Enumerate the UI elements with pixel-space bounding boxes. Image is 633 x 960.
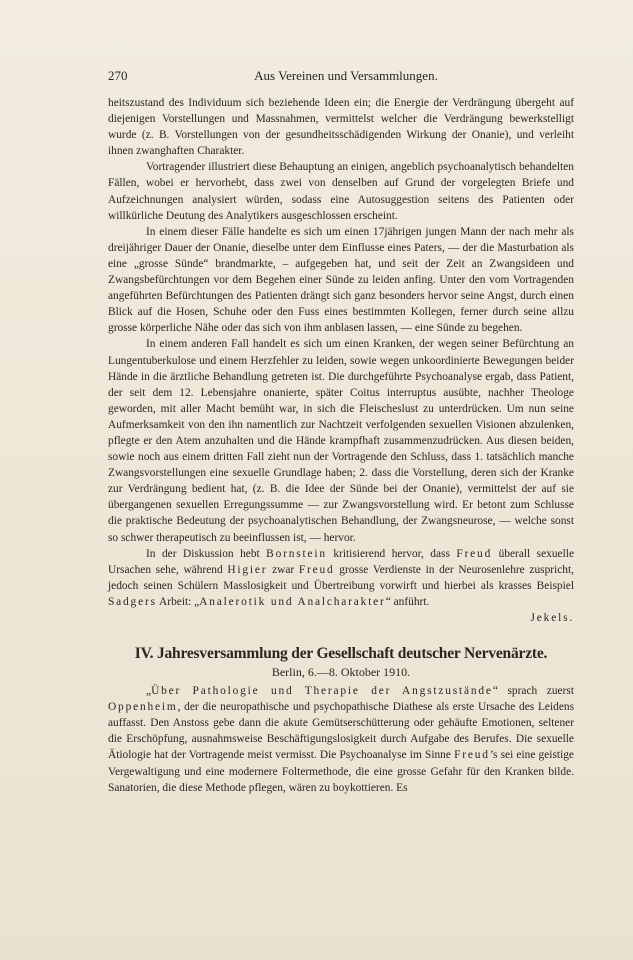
paragraph-continued: heitszustand des Individuum sich beziehende Ideen ein; die Energie der Verdrängung übergeht auf diejenigen Vorstellungen und Massnahmen, vermittelst welcher die Verdrängung bewerkstelligt wurde (z. B. Vorstellungen von der gesundheitsschädigenden Wirkung der Onanie), und verleiht ihnen zwanghaften Charakter. — [108, 97, 574, 158]
work-title: Analerotik und Analcharakter — [199, 595, 386, 608]
main-text — [108, 95, 574, 796]
person-name: Bornstein — [266, 547, 327, 560]
quote-mark: „ — [146, 685, 152, 698]
person-name: Higier — [227, 563, 268, 576]
paragraph-case-one: In einem dieser Fälle handelte es sich um einen 17jährigen jungen Mann der nach mehr als dreijähriger Dauer der Onanie, dieselbe unter dem Einflusse eines Paters, — der die Masturbation als eine „grosse Sünde“ brandmarkte, – aufgegeben hat, und seit der Zeit an Zwangsideen und Zwangsbefürchtungen vor dem Begehen einer Sünde zu leiden anfing. Unter den vom Vortragenden angeführten Befürchtungen des Patienten drängt sich ganz besonders hervor seine Angst, durch einen Blick auf die Hosen, Schuhe oder den Fuss eines bestimmten Kollegen, ferner durch seine allzu grosse körperliche Nähe oder das sich von ihm anblasen lassen, — eine Sünde zu begehen. — [108, 225, 574, 335]
discussion-text: überall sexuelle Ursachen sehe, während — [108, 547, 574, 576]
discussion-text: kritisierend hervor, dass — [326, 547, 457, 560]
discussion-text: grosse Verdienste in der Neurosenlehre zuspricht, jedoch seinen Schülern Masslosigkeit und Übertreibung vorwirft und hierbei als krasses Beispiel — [108, 563, 575, 592]
paragraph-discussion — [108, 546, 574, 610]
signature-line — [108, 610, 574, 626]
discussion-text: “ anführt. — [385, 595, 430, 608]
report-text: ’s sei eine geistige Vergewaltigung und eine modernere Foltermethode, die eine grosse Gefahr für den Kranken bilde. Sanatorien, die diese Methode pflegen, wären zu boykottieren. Es — [108, 749, 574, 794]
person-name: Oppenheim — [108, 701, 178, 714]
person-name: Sadgers — [108, 595, 157, 608]
paragraph-section-report — [108, 683, 574, 796]
section-heading: IV. Jahresversammlung der Gesellschaft deutscher Nervenärzte. — [134, 645, 548, 663]
paragraph-lecturer-illustration: Vortragender illustriert diese Behauptung an einigen, angeblich psychoanalytisch behandelten Fällen, wobei er hervorhebt, dass zwei von denselben auf Grund der vorgelegten Briefe und Aufzeichnungen analysiert würden, sodass eine Autosuggestion seitens des Patienten oder willkürliche Deutung des Analytikers ausgeschlossen erscheint. — [108, 161, 574, 222]
page-number: 270 — [108, 68, 128, 83]
page-header — [108, 68, 574, 84]
running-title: Aus Vereinen und Versammlungen. — [254, 68, 438, 83]
report-text: , der die neuropathische und psychopathische Diathese als erste Ursache des Leidens auffasst. Den Anstoss gebe dann die akute Gemütserschütterung oder gehäufte Emotionen, seltener die Erschöpfung, ausnahmsweise Beschäftigungslosigkeit durch Aufgabe des Berufes. Die sexuelle Ätiologie hat der Vortragende meist vermisst. Die Psychoanalyse im Sinne — [108, 701, 574, 762]
person-name: Freud — [298, 563, 335, 576]
lecture-title: Über Pathologie und Therapie der Angstzustände — [151, 685, 493, 698]
person-name: Freud — [454, 749, 490, 762]
discussion-text: zwar — [267, 563, 299, 576]
discussion-text: Arbeit: „ — [156, 595, 200, 608]
report-text: “ sprach zuerst — [492, 685, 574, 698]
author-signature: Jekels. — [530, 612, 574, 624]
section-subheading: Berlin, 6.—8. Oktober 1910. — [271, 665, 411, 680]
person-name: Freud — [456, 547, 493, 560]
discussion-text: In der Diskussion hebt — [146, 547, 267, 560]
paragraph-case-two: In einem anderen Fall handelt es sich um einen Kranken, der wegen seiner Befürchtung an Lungentuberkulose und einem Herzfehler zu leiden, sowie wegen unkoordinierte Bewegungen beider Hände in die ärztliche Behandlung getreten ist. Die durchgeführte Psychoanalyse ergab, dass Patient, der seit dem 12. Lebensjahre onanierte, später Coitus interruptus ausübte, nachher Theologe geworden, mit aller Macht bemüht war, in sich die Fleischeslust zu unterdrücken. Um nun seine Aufmerksamkeit von den ihn namentlich zur Nachtzeit verfolgenden sexuellen Visionen abzulenken, pflegte er den Atem anzuhalten und die Hände krampfhaft zusammenzudrücken. Aus diesen beiden, sowie noch aus einem dritten Fall zieht nun der Vortragende den Schluss, dass 1. tatsächlich manche Zwangsvorstellungen eine sexuelle Grundlage haben; 2. dass die Vorstellung, deren sich der Kranke zur Verdrängung bedient hat, (z. B. die Idee der Sünde bei der Onanie), vermittelst der auf sie übergangenen sexuellen Erregungssumme — zur Zwangsvorstellung wird. Er betont zum Schlusse die praktische Bedeutung der psychoanalytischen Behandlung, der Zwangsneurose, — welche sonst so schwer therapeutisch zu beeinflussen ist, — hervor. — [108, 338, 574, 544]
